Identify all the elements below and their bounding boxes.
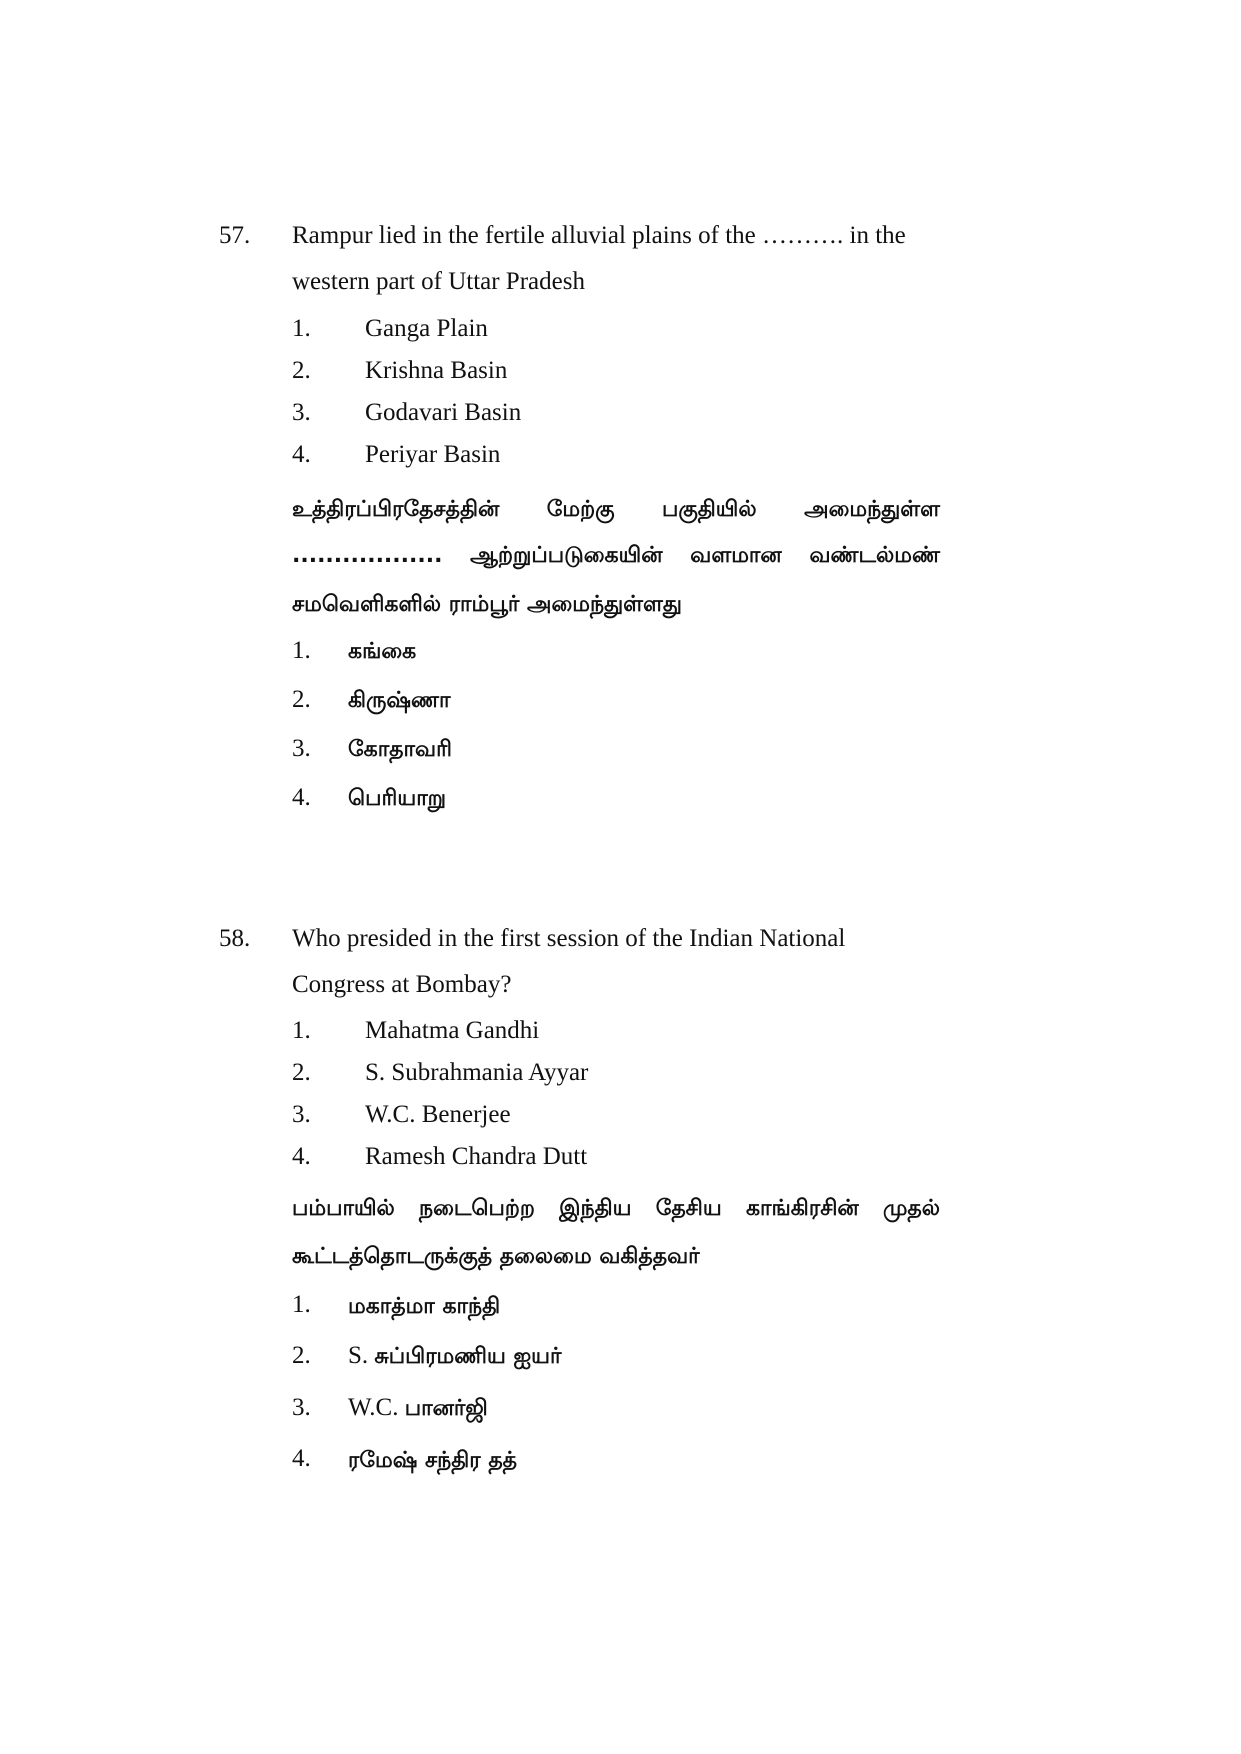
tamil-option-latin-prefix: S. <box>348 1342 375 1369</box>
tamil-question-line: உத்திரப்பிரதேசத்தின் மேற்கு பகுதியில் அமைந்துள்ள <box>292 497 940 522</box>
option-number: 3. <box>292 1101 311 1128</box>
option-text: W.C. Benerjee <box>365 1101 511 1128</box>
tamil-option-text <box>348 1445 517 1476</box>
question-text-line: western part of Uttar Pradesh <box>292 268 585 295</box>
tamil-option-body: சுப்பிரமணிய ஐயர் <box>374 1344 562 1369</box>
tamil-option-text <box>348 1341 562 1372</box>
option-number: 4. <box>292 784 311 811</box>
option-number: 4. <box>292 441 311 468</box>
tamil-question-line: சமவெளிகளில் ராம்பூர் அமைந்துள்ளது <box>292 592 682 617</box>
option-text: Ramesh Chandra Dutt <box>365 1143 588 1170</box>
option-number: 1. <box>292 315 311 342</box>
tamil-option-body: பானர்ஜி <box>404 1396 488 1421</box>
option-text: Periyar Basin <box>365 441 501 468</box>
option-number: 3. <box>292 399 311 426</box>
question-text-line: Who presided in the first session of the Indian National <box>292 925 846 952</box>
tamil-option-text <box>348 1393 488 1424</box>
option-text: Ganga Plain <box>365 315 488 342</box>
tamil-question-line: கூட்டத்தொடருக்குத் தலைமை வகித்தவர் <box>292 1244 700 1269</box>
question-text-line: Rampur lied in the fertile alluvial plains of the ………. in the <box>292 222 906 249</box>
option-number: 2. <box>292 1342 311 1369</box>
tamil-option-text: கங்கை <box>348 639 417 664</box>
option-number: 3. <box>292 735 311 762</box>
question-number: 58. <box>219 925 251 952</box>
tamil-option-text: பெரியாறு <box>348 786 447 811</box>
option-number: 4. <box>292 1143 311 1170</box>
option-number: 3. <box>292 1394 311 1421</box>
tamil-question-line: பம்பாயில் நடைபெற்ற இந்திய தேசிய காங்கிரசின் முதல் <box>292 1196 940 1221</box>
tamil-option-latin-prefix: W.C. <box>348 1394 405 1421</box>
tamil-option-text: கிருஷ்ணா <box>348 688 451 713</box>
option-number: 2. <box>292 357 311 384</box>
tamil-option-text: கோதாவரி <box>348 737 452 762</box>
option-number: 1. <box>292 1017 311 1044</box>
tamil-option-body: ரமேஷ் சந்திர தத் <box>348 1448 517 1473</box>
option-number: 2. <box>292 1059 311 1086</box>
question-number: 57. <box>219 222 251 249</box>
option-number: 4. <box>292 1445 311 1472</box>
option-text: Godavari Basin <box>365 399 522 426</box>
option-number: 2. <box>292 686 311 713</box>
option-text: S. Subrahmania Ayyar <box>365 1059 589 1086</box>
option-text: Mahatma Gandhi <box>365 1017 540 1044</box>
question-text-line: Congress at Bombay? <box>292 971 512 998</box>
tamil-option-text <box>348 1291 500 1322</box>
option-number: 1. <box>292 637 311 664</box>
option-text: Krishna Basin <box>365 357 508 384</box>
option-number: 1. <box>292 1291 311 1318</box>
tamil-question-line: .................. ஆற்றுப்படுகையின் வளமான வண்டல்மண் <box>292 543 940 568</box>
tamil-option-body: மகாத்மா காந்தி <box>348 1294 501 1319</box>
